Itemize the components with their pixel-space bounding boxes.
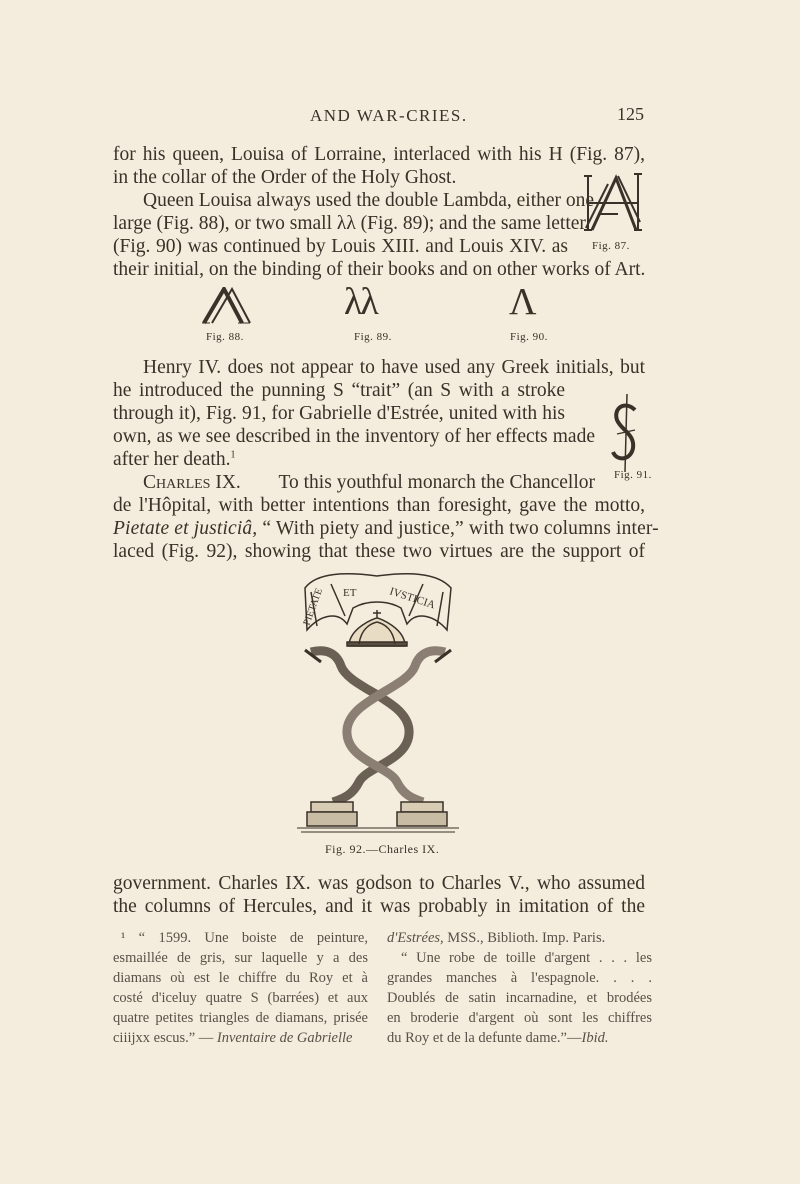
text-line-rest: To this youthful monarch the Chancellor — [278, 472, 595, 493]
text-line: de l'Hôpital, with better intentions than foresight, gave the motto, — [113, 495, 645, 516]
footnote-line: quatre petites triangles de diamans, prisée — [113, 1010, 368, 1026]
footnote-line: esmaillée de gris, sur laquelle y a des — [113, 950, 368, 966]
fig-91-caption: Fig. 91. — [614, 469, 652, 481]
fig-90-lambda-illustration: Λ — [509, 281, 537, 323]
text-line — [113, 472, 595, 494]
text-line: (Fig. 90) was continued by Louis XIII. and Louis XIV. as — [113, 236, 568, 257]
king-heading: Charles IX. — [143, 472, 241, 493]
fig-89-small-lambdas-illustration: λλ — [344, 281, 377, 323]
banner-word-pietate: PIETATE — [301, 586, 326, 628]
motto: Pietate et justiciâ, — [113, 518, 258, 539]
text-line: he introduced the punning S “trait” (an S with a stroke — [113, 380, 565, 401]
text-line: large (Fig. 88), or two small λλ (Fig. 89); and the same letter — [113, 213, 586, 234]
fig-90-caption: Fig. 90. — [510, 331, 548, 343]
footnote-line: “ Une robe de toille d'argent . . . les — [401, 950, 652, 966]
footnote-line: ciiijxx escus.” — Inventaire de Gabrielle — [113, 1030, 353, 1046]
footnote-line: Doublés de satin incarnadine, et brodées — [387, 990, 652, 1006]
footnote-line: du Roy et de la defunte dame.”—Ibid. — [387, 1030, 609, 1046]
footnote-line: diamans où est le chiffre du Roy et à — [113, 970, 368, 986]
text-line: own, as we see described in the inventory of her effects made — [113, 426, 595, 447]
fig-88-double-lambda-illustration — [200, 287, 252, 325]
text-line: in the collar of the Order of the Holy Ghost. — [113, 167, 457, 188]
fig-87-caption: Fig. 87. — [592, 240, 630, 252]
footnote-line: d'Estrées, MSS., Biblioth. Imp. Paris. — [387, 930, 606, 946]
fig-89-caption: Fig. 89. — [354, 331, 392, 343]
text-line: Queen Louisa always used the double Lambda, either one — [143, 190, 595, 211]
fig-92-caption: Fig. 92.—Charles IX. — [325, 842, 440, 856]
text-line: their initial, on the binding of their books and on other works of Art. — [113, 259, 646, 280]
text-line: Henry IV. does not appear to have used any Greek initials, but — [143, 357, 645, 378]
text-line: for his queen, Louisa of Lorraine, interlaced with his H (Fig. 87), — [113, 144, 645, 165]
text-line: government. Charles IX. was godson to Charles V., who assumed — [113, 873, 645, 894]
text-line: laced (Fig. 92), showing that these two virtues are the support of — [113, 541, 645, 562]
running-title: AND WAR-CRIES. — [310, 106, 468, 125]
banner-word-justicia: IVSTICIA — [388, 585, 437, 612]
footnote-marker: 1 — [230, 449, 236, 461]
text-line: through it), Fig. 91, for Gabrielle d'Estrée, united with his — [113, 403, 565, 424]
text-line: Pietate et justiciâ, “ With piety and justice,” with two columns inter- — [113, 518, 659, 539]
footnote-line: costé d'iceluy quatre S (barrées) et aux — [113, 990, 368, 1006]
banner-word-et: ET — [343, 587, 357, 599]
text-line: after her death.$^1$ — [113, 449, 236, 470]
page-number: 125 — [617, 104, 644, 124]
footnote-line: ¹ “ 1599. Une boiste de peinture, — [121, 930, 368, 946]
fig-92-interlaced-columns-illustration — [297, 570, 459, 838]
fig-91-s-barree-illustration — [605, 392, 645, 474]
text-line: the columns of Hercules, and it was probably in imitation of the — [113, 896, 645, 917]
footnote-line: en broderie d'argent où sont les chiffres — [387, 1010, 652, 1026]
fig-87-monogram-illustration — [578, 170, 646, 236]
fig-88-caption: Fig. 88. — [206, 331, 244, 343]
footnote-line: grandes manches à l'espagnole. . . . — [387, 970, 652, 986]
